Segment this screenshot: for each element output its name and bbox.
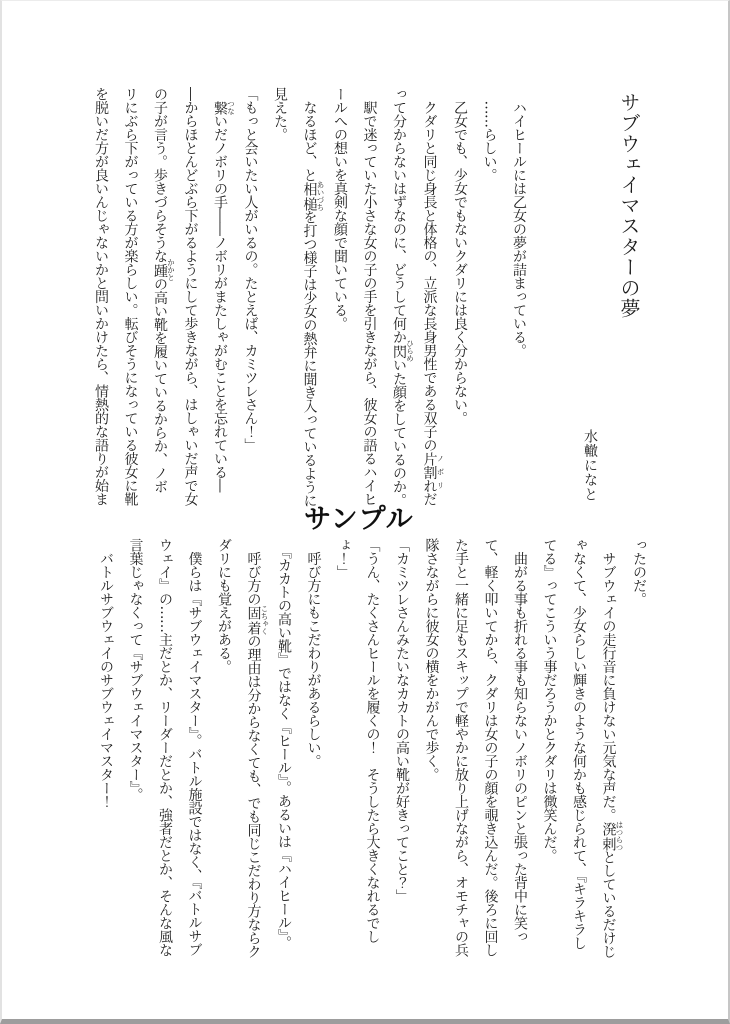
author-name: 水轍になと bbox=[582, 429, 598, 502]
text-line: ……らしい。 bbox=[481, 87, 498, 182]
page-title: サブウェイマスターの夢 bbox=[617, 92, 641, 319]
text-line: なるほど、と相槌あいづちを打つ様子は少女の熱弁に聞き入っているように bbox=[301, 87, 325, 507]
text-line: ダリにも覚えがある。 bbox=[216, 538, 232, 673]
text-line: 「うん、たくさんヒールを履くの！ そうしたら大きくなれるでし bbox=[364, 538, 381, 943]
text-line: 呼び方にもこだわりがあるらしい。 bbox=[305, 538, 322, 768]
text-line: 乙女でも、少女でもないクダリには良く分からない。 bbox=[452, 87, 468, 425]
text-line: 言葉じゃなくって『サブウェイマスター』。 bbox=[127, 538, 144, 801]
text-line: の子が言う。歩きづらそうな踵かかとの高い靴を履いているからか、ノボ bbox=[152, 87, 176, 493]
text-line: クダリと同じ身長と体格の、立派な長身男性である双子の片割れノボリだ bbox=[421, 87, 445, 506]
sample-watermark: サンプル bbox=[304, 504, 414, 535]
furigana-ruby: 繋つな bbox=[212, 99, 236, 115]
text-line: バトルサブウェイのサブウェイマスター！ bbox=[98, 538, 114, 808]
text-line: 『カカトの高い靴』ではなく『ヒール』。あるいは『ハイヒール』。 bbox=[276, 538, 292, 949]
text-line: 僕らは『サブウェイマスター』。バトル施設ではなく、『バトルサブ bbox=[186, 538, 203, 956]
text-line: って分からないはずなのに、どうして何か閃ひらめいた顔をしているのか。 bbox=[391, 87, 415, 507]
furigana-ruby: 踵かかと bbox=[152, 258, 176, 281]
text-line: ―からほとんどぶら下がるようにして歩きながら、はしゃいだ声で女 bbox=[182, 87, 199, 506]
text-line: ゃなくて、少女らしい輝きのような何かも感じられて、『キラキラし bbox=[571, 538, 587, 950]
text-line: サブウェイの走行音に負けない元気な声だ。溌剌はつらつとしているだけじ bbox=[600, 538, 624, 958]
text-line: ハイヒールには乙女の夢が詰まっている。 bbox=[511, 87, 527, 357]
text-line: 繋つないだノボリの手――ノボリがまたしゃがむことを忘れている― bbox=[212, 99, 236, 492]
text-line: 曲がる事も折れる事も知らないノボリのピンと張った背中に笑っ bbox=[512, 538, 528, 943]
text-line: 駅で迷っていた小さな女の子の手を引きながら、彼女の語るハイヒ bbox=[361, 87, 378, 506]
text-line: ったのだ。 bbox=[631, 538, 647, 606]
furigana-ruby: 固着こちゃく bbox=[245, 604, 269, 635]
text-line: た手と一緒に足もスキップで軽やかに放り上げながら、オモチャの兵 bbox=[453, 538, 469, 957]
page1-body-text bbox=[90, 87, 533, 507]
text-line: 隊さながらに彼女の横をかがんで歩く。 bbox=[423, 538, 440, 781]
furigana-ruby: 溌剌はつらつ bbox=[600, 820, 624, 851]
text-line: リにぶら下がっている方が楽らしい。転びそうになっている彼女に靴 bbox=[122, 87, 139, 506]
text-line: 見えた。 bbox=[272, 87, 288, 141]
furigana-ruby: 片割れノボリ bbox=[421, 451, 445, 492]
text-line: ールへの想いを真剣な顔で聞いている。 bbox=[332, 87, 348, 330]
text-line: てる』ってこういう事だろうかとクダリは微笑んだ。 bbox=[541, 538, 558, 862]
text-line: ょ！」 bbox=[335, 538, 351, 579]
furigana-ruby: 閃ひらめ bbox=[391, 339, 415, 362]
text-line: ウェイ』の……主だとか、リーダーだとか、強者だとか、そんな風な bbox=[157, 538, 173, 957]
text-line: を脱いだ方が良いんじゃないかと問いかけたら、情熱的な語りが始ま bbox=[93, 87, 109, 506]
page2-body-text bbox=[92, 538, 653, 958]
furigana-ruby: 相槌あいづち bbox=[301, 180, 325, 211]
text-line: 「カミツレさんみたいなカカトの高い靴が好きってこと？」 bbox=[394, 538, 410, 903]
text-line: 呼び方の固着こちゃくの理由は分からなくても、でも同じこだわり方ならク bbox=[245, 538, 269, 958]
text-line: て、軽く叩いてから、クダリは女の子の顔を覗き込んだ。後ろに回し bbox=[482, 538, 499, 957]
text-line: 「もっと会いたい人がいるの。たとえば、カミツレさん！」 bbox=[242, 87, 259, 452]
